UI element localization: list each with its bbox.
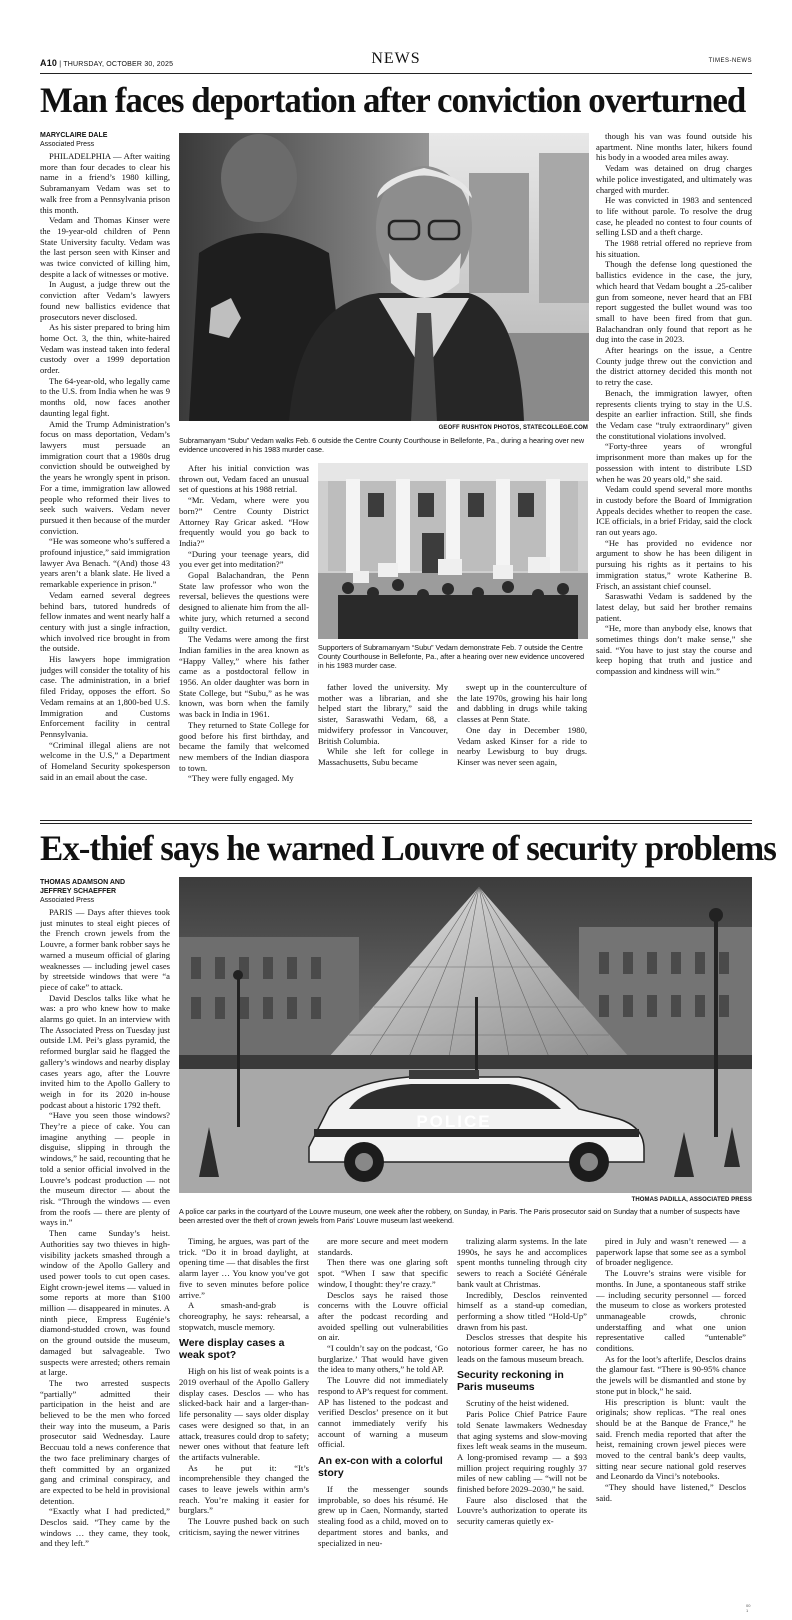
masthead: [40, 52, 752, 74]
paragraph: The Vedams were among the first Indian families in the area known as “Happy Valley,” where his father came as a postdoctoral fellow in 1956. An older daughter was born in State College, but “Subu,” as he was known, was born when the family was back in India in 1961.: [179, 634, 309, 720]
paragraph: “They were fully engaged. My: [188, 773, 294, 784]
story2-agency: Associated Press: [40, 897, 95, 904]
story2-column-5: [596, 1236, 746, 1612]
story2-photo-caption: A police car parks in the courtyard of the Louvre museum, one week after the robbery, on Sunday, in Paris. The Paris prosecutor said on Sunday that a number of suspects have been arrested over the theft of crown jewels from Paris’ Louvre museum last weekend.: [179, 1207, 740, 1225]
story2-col4-lead: [457, 1236, 587, 1364]
story2-col2-lead: [179, 1236, 309, 1332]
story2-column-4: [457, 1236, 587, 1612]
story1-column-3: [318, 682, 448, 816]
paragraph: One day in December 1980, Vedam asked Kinser for a ride to nearby Lewisburg to buy drugs. Kinser was never seen again,: [457, 724, 587, 767]
story1-column-4: [457, 682, 587, 816]
paragraph: As for the loot’s afterlife, Desclos drains the glamour fast. “There is 90-95% chance the jewels will be dismantled and stone by stone put in block,” he said.: [596, 1353, 746, 1396]
paragraph: He was convicted in 1983 and sentenced to life without parole. To resolve the drug case, he pleaded no contest to four counts of selling LSD and a theft charge.: [596, 195, 752, 238]
paragraph: Though the defense long questioned the ballistics evidence in the case, the jury, which heard that Vedam bought a .25-caliber gun from someone, never heard that an FBI report suggested the bullet wound was too small to have been fired from that gun. Balachandran only found that report as he dug into the case in 2023.: [596, 259, 752, 345]
paragraph: “He has provided no evidence nor argument to show he has been diligent in pursuing his rights as it pertains to his immigration status,” wrote Katherine B. Frisch, an assistant chief counsel.: [596, 537, 752, 591]
paragraph: After hearings on the issue, a Centre County judge threw out the conviction and the district attorney decided this month not to retry the case.: [596, 345, 752, 388]
story1-byline: [40, 131, 170, 149]
paragraph: After his initial conviction was thrown out, Vedam faced an unusual set of questions at his 1988 retrial.: [179, 463, 309, 495]
paper-name: TIMES-NEWS: [708, 58, 752, 64]
page-number: A10: [40, 58, 58, 68]
issue-date: | THURSDAY, OCTOBER 30, 2025: [59, 61, 174, 68]
paragraph: While she left for college in Massachusetts, Subu became: [318, 746, 448, 767]
story2-subhead-security: Security reckoning in Paris museums: [457, 1369, 564, 1394]
paragraph: pired in July and wasn’t renewed — a paperwork lapse that some see as a symbol of broader negligence.: [596, 1236, 746, 1268]
story-divider: [40, 820, 752, 824]
story1-protest-caption: Supporters of Subramanyam “Subu” Vedam demonstrate Feb. 7 outside the Centre County Courthouse in Bellefonte, Pa., after a hearing over new evidence uncovered in his 1983 murder case.: [318, 643, 585, 670]
story1-column-5: [596, 131, 752, 817]
paragraph: The Louvre did not immediately respond to AP’s request for comment. AP has listened to the podcast and verified Desclos’ presence on it but cannot immediately verify his account of warning a museum official.: [318, 1375, 448, 1450]
paragraph: Vedam earned several degrees behind bars, tutored hundreds of fellow inmates and went nearly half a century with just a single infraction, which involved rice brought in from the outside.: [40, 589, 170, 654]
paragraph: Benach, the immigration lawyer, often represents clients trying to stay in the U.S. despite an earlier infraction. Still, she finds the Vedam case “truly extraordinary” given the constitutional violations involved.: [596, 387, 752, 441]
story1-photo-caption: Subramanyam “Subu” Vedam walks Feb. 6 outside the Centre County Courthouse in Bellefonte, Pa., during a hearing over new evidence uncovered in his 1983 murder case.: [179, 436, 585, 454]
paragraph: PHILADELPHIA — After waiting more than four decades to clear his name in a friend’s 1980 killing, Subramanyam Vedam was set to walk free from a Pennsylvania prison this month.: [40, 151, 170, 215]
story2-headline: Ex-thief says he warned Louvre of security problems: [40, 828, 776, 868]
paragraph: “Have you seen those windows? They’re a piece of cake. You can imagine anything — people in disguise, slipping in through the windows,” he said, recounting that he told a senior official involved in the Louvre’s podcast production — not the museum director — about the risk. “Through the windows — even from the roofs — there are plenty of ways in.”: [40, 1110, 170, 1228]
louvre-police-car-image: [179, 877, 752, 1193]
story1-photo-credit: GEOFF RUSHTON PHOTOS, STATECOLLEGE.COM: [438, 425, 588, 431]
paragraph: Amid the Trump Administration’s focus on mass deportation, Vedam’s lawyers must persuade an immigration court that a 1980s drug conviction should be outweighed by the years he wrongly spent in prison. For a time, immigration law allowed people who reformed their lives to seek such waivers. Vedam never pursued it then because of the murder conviction.: [40, 418, 170, 536]
paragraph: Paris Police Chief Patrice Faure told Senate lawmakers Wednesday that aging systems and slow-moving fixes left weak seams in the museum. A long-promised revamp — a $93 million project requiring roughly 37 miles of new cabling — “will not be finished before 2029–2030,” he said.: [457, 1409, 587, 1495]
story2-column-2: [179, 1236, 309, 1612]
story2-column-1: [40, 907, 170, 1612]
story1-author: MARYCLAIRE DALE: [40, 132, 108, 139]
story2-author-1: THOMAS ADAMSON AND: [40, 879, 126, 886]
paragraph: The two arrested suspects “partially” admitted their participation in the heist and are believed to be the men who forced their way into the museum, a Paris prosecutor said Wednesday. Laure Beccuau told a news conference that the two face preliminary charges of theft committed by an organized gang and criminal conspiracy, and are expected to be held in provisional detention.: [40, 1377, 170, 1506]
paragraph: Scrutiny of the heist widened.: [466, 1398, 569, 1409]
paragraph: Saraswathi Vedam is saddened by the latest delay, but said her brother remains patient.: [596, 591, 752, 623]
paragraph: High on his list of weak points is a 2019 overhaul of the Apollo Gallery display cases. Desclos — who has slicked-back hair and a larger-than-life personality — says older display cases were designed so that, in an attack, treasures could drop to safety; newer ones without that feature left the artifacts vulnerable.: [179, 1366, 309, 1462]
paragraph: The 64-year-old, who legally came to the U.S. from India when he was 9 months old, now faces another daunting legal fight.: [40, 375, 170, 418]
paragraph: Desclos says he raised those concerns with the Louvre official after the podcast recording and avoided spelling out vulnerabilities on air.: [318, 1289, 448, 1343]
police-car-lettering: POLICE: [416, 1112, 492, 1131]
paragraph: father loved the university. My mother was a librarian, and she helped start the library,” said the sister, Saraswathi Vedam, 68, a midwifery professor in Vancouver, British Columbia.: [318, 682, 448, 746]
story2-column-3: [318, 1236, 448, 1612]
paragraph: As his sister prepared to bring him home Oct. 3, the thin, white-haired Vedam was instead taken into federal custody over a 1999 deportation order.: [40, 322, 170, 376]
paragraph: PARIS — Days after thieves took just minutes to steal eight pieces of the French crown jewels from the Louvre, a former bank robber says he warned a museum official of glaring weaknesses — including jewel cases by streetside windows that were “a piece of cake” to attack.: [40, 907, 170, 992]
story2-col4-body: [457, 1398, 587, 1526]
story2-photo-credit: THOMAS PADILLA, ASSOCIATED PRESS: [631, 1197, 752, 1203]
story2-col3-lead: [318, 1236, 448, 1450]
story1-photo-main: [179, 133, 589, 421]
story2-photo-louvre: [179, 877, 752, 1193]
courthouse-protest-image: [318, 463, 588, 639]
story1-column-1: [40, 151, 170, 815]
paragraph: “He, more than anybody else, knows that sometimes things don’t make sense,” she said. “You have to just stay the course and keep hoping that truth and justice and compassion and kindness will win.”: [596, 623, 752, 677]
story1-column-2: [179, 463, 309, 815]
story1-headline: Man faces deportation after conviction overturned: [40, 80, 746, 120]
paragraph: Faure also disclosed that the Louvre’s authorization to operate its security cameras quietly ex-: [457, 1494, 587, 1527]
paragraph: Vedam could spend several more months in custody before the Board of Immigration Appeals decides whether to reopen the case. ICE officials, in a brief Friday, said the clock ran out years ago.: [596, 484, 752, 538]
paragraph: “They should have listened,” Desclos said.: [596, 1482, 746, 1503]
paragraph: A smash-and-grab is choreography, he says: rehearsal, a stopwatch, muscle memory.: [179, 1300, 309, 1332]
paragraph: Vedam was detained on drug charges while police investigated, and ultimately was charged with murder.: [596, 163, 752, 195]
paragraph: The 1988 retrial offered no reprieve from his situation.: [596, 238, 752, 259]
paragraph: Incredibly, Desclos reinvented himself as a stand-up comedian, performing a show titled “Hold-Up” drawn from his past.: [457, 1289, 587, 1332]
story2-subhead-display-cases: Were display cases a weak spot?: [179, 1337, 285, 1362]
paragraph: As he put it: “It’s incomprehensible they changed the cases to leave jewels within arm’s reach. You’re making it easier for burglars.”: [179, 1462, 309, 1516]
story2-byline: [40, 878, 170, 905]
paragraph: His lawyers hope immigration judges will consider the totality of his case. The administration, in a brief filed Friday, opposes the effort. So Vedam remains at an 1,800-bed U.S. Immigration and Customs Enforcement facility in central Pennsylvania.: [40, 654, 170, 739]
paragraph: Desclos stresses that despite his notorious former career, he has no leads on the famous museum breach.: [457, 1332, 587, 1364]
vedam-portrait-image: [179, 133, 589, 421]
paragraph: In August, a judge threw out the conviction after Vedam’s lawyers found new ballistics evidence that prosecutors never disclosed.: [40, 279, 170, 322]
paragraph: “I couldn’t say on the podcast, ‘Go burglarize.’ That would have given the idea to many others,” he told AP.: [318, 1343, 448, 1375]
paragraph: though his van was found outside his apartment. Nine months later, hikers found his body in a wooded area miles away.: [596, 131, 752, 163]
paragraph: “Mr. Vedam, where were you born?” Centre County District Attorney Ray Gricar asked. “How frequently would you go back to India?”: [179, 495, 309, 548]
story2-author-2: JEFFREY SCHAEFFER: [40, 888, 117, 895]
paragraph: Vedam and Thomas Kinser were the 19-year-old children of Penn State University faculty. Vedam was the last person seen with Kinser and was twice convicted of killing him, despite a lack of witnesses or motive.: [40, 215, 170, 279]
story1-agency: Associated Press: [40, 141, 95, 148]
paragraph: Gopal Balachandran, the Penn State law professor who won the reversal, believes the questions were designed to alienate him from the all-white jury, which returned a second guilty verdict.: [179, 570, 309, 634]
story1-photo-protest: [318, 463, 588, 639]
paragraph: “During your teenage years, did you ever get into meditation?”: [179, 548, 309, 570]
paragraph: His prescription is blunt: vault the originals; show replicas. “The real ones should be at the Banque de France,” he said. French media reported that after the heist, remaining crown jewel pieces were moved to the central bank’s deep vaults, sitting near secure national gold reserves and Leonardo da Vinci’s notebooks.: [596, 1396, 746, 1482]
paragraph: Then there was one glaring soft spot. “When I saw that specific window, I thought: they’re crazy.”: [318, 1257, 448, 1289]
paragraph: are more secure and meet modern standards.: [318, 1236, 448, 1257]
paragraph: tralizing alarm systems. In the late 1990s, he says he and accomplices spent months tunneling through city sewers to reach a Société Générale bank vault at Christmas.: [457, 1236, 587, 1289]
section-name: NEWS: [371, 50, 421, 67]
paragraph: “Forty-three years of wrongful imprisonment more than makes up for the possession with intent to distribute LSD when he was 20 years old,” she said.: [596, 441, 752, 484]
paragraph: “Criminal illegal aliens are not welcome in the U.S,” a Department of Homeland Security spokesperson said in an email about the case.: [40, 739, 170, 782]
paragraph: If the messenger sounds improbable, so does his résumé. He grew up in Caen, Normandy, started stealing food as a child, moved on to department stores and banks, and specialized in neu-: [318, 1484, 448, 1548]
footer-code: 00 1: [746, 1603, 751, 1613]
story2-subhead-ex-con: An ex-con with a colorful story: [318, 1455, 443, 1480]
paragraph: The Louvre’s strains were visible for months. In June, a spontaneous staff strike — including security personnel — forced the museum to close as workers protested unmanageable crowds, chronic understaffing and what one union representative called “untenable” conditions.: [596, 1268, 746, 1354]
story2-col3-body: [318, 1484, 448, 1548]
paragraph: David Desclos talks like what he was: a pro who knew how to make alarms go quiet. In an interview with The Associated Press on Tuesday just outside I.M. Pei’s glass pyramid, the reformed burglar said he flagged the gallery’s windows and nearby display cases years ago, after the Louvre invited him to the Apollo Gallery to weigh in for its 2020 in-house podcast about a historic 1792 theft.: [40, 992, 170, 1110]
paragraph: swept up in the counterculture of the late 1970s, growing his hair long and dabbling in drugs while taking classes at Penn State.: [457, 682, 587, 725]
paragraph: The Louvre pushed back on such criticism, saying the newer vitrines: [179, 1516, 309, 1537]
paragraph: Then came Sunday’s heist. Authorities say two thieves in high-visibility jackets smashed through a window of the Apollo Gallery and used power tools to cut open cases. Eight crown-jewel items — valued in some reports at more than $100 million — disappeared in minutes. A ninth piece, Empress Eugénie’s diamond-studded crown, was found on the ground outside the museum, damaged but salvageable. Two suspects were arrested; others remain at large.: [40, 1228, 170, 1378]
paragraph: They returned to State College for good before his first birthday, and became the family that welcomed new members of the Indian diaspora to town.: [179, 719, 309, 773]
paragraph: Timing, he argues, was part of the trick. “Do it in broad daylight, at opening time — that disables the first alarm layer … You know you’ve got five to seven minutes before police arrive.”: [179, 1236, 309, 1300]
paragraph: “He was someone who’s suffered a profound injustice,” said immigration lawyer Ava Benach. “(And) those 43 years aren’t a blank slate. He lived a remarkable experience in prison.”: [40, 536, 170, 590]
story2-col2-body: [179, 1366, 309, 1537]
paragraph: “Exactly what I had predicted,” Desclos said. “They came by the windows … they came, they took, and they left.”: [40, 1506, 170, 1549]
